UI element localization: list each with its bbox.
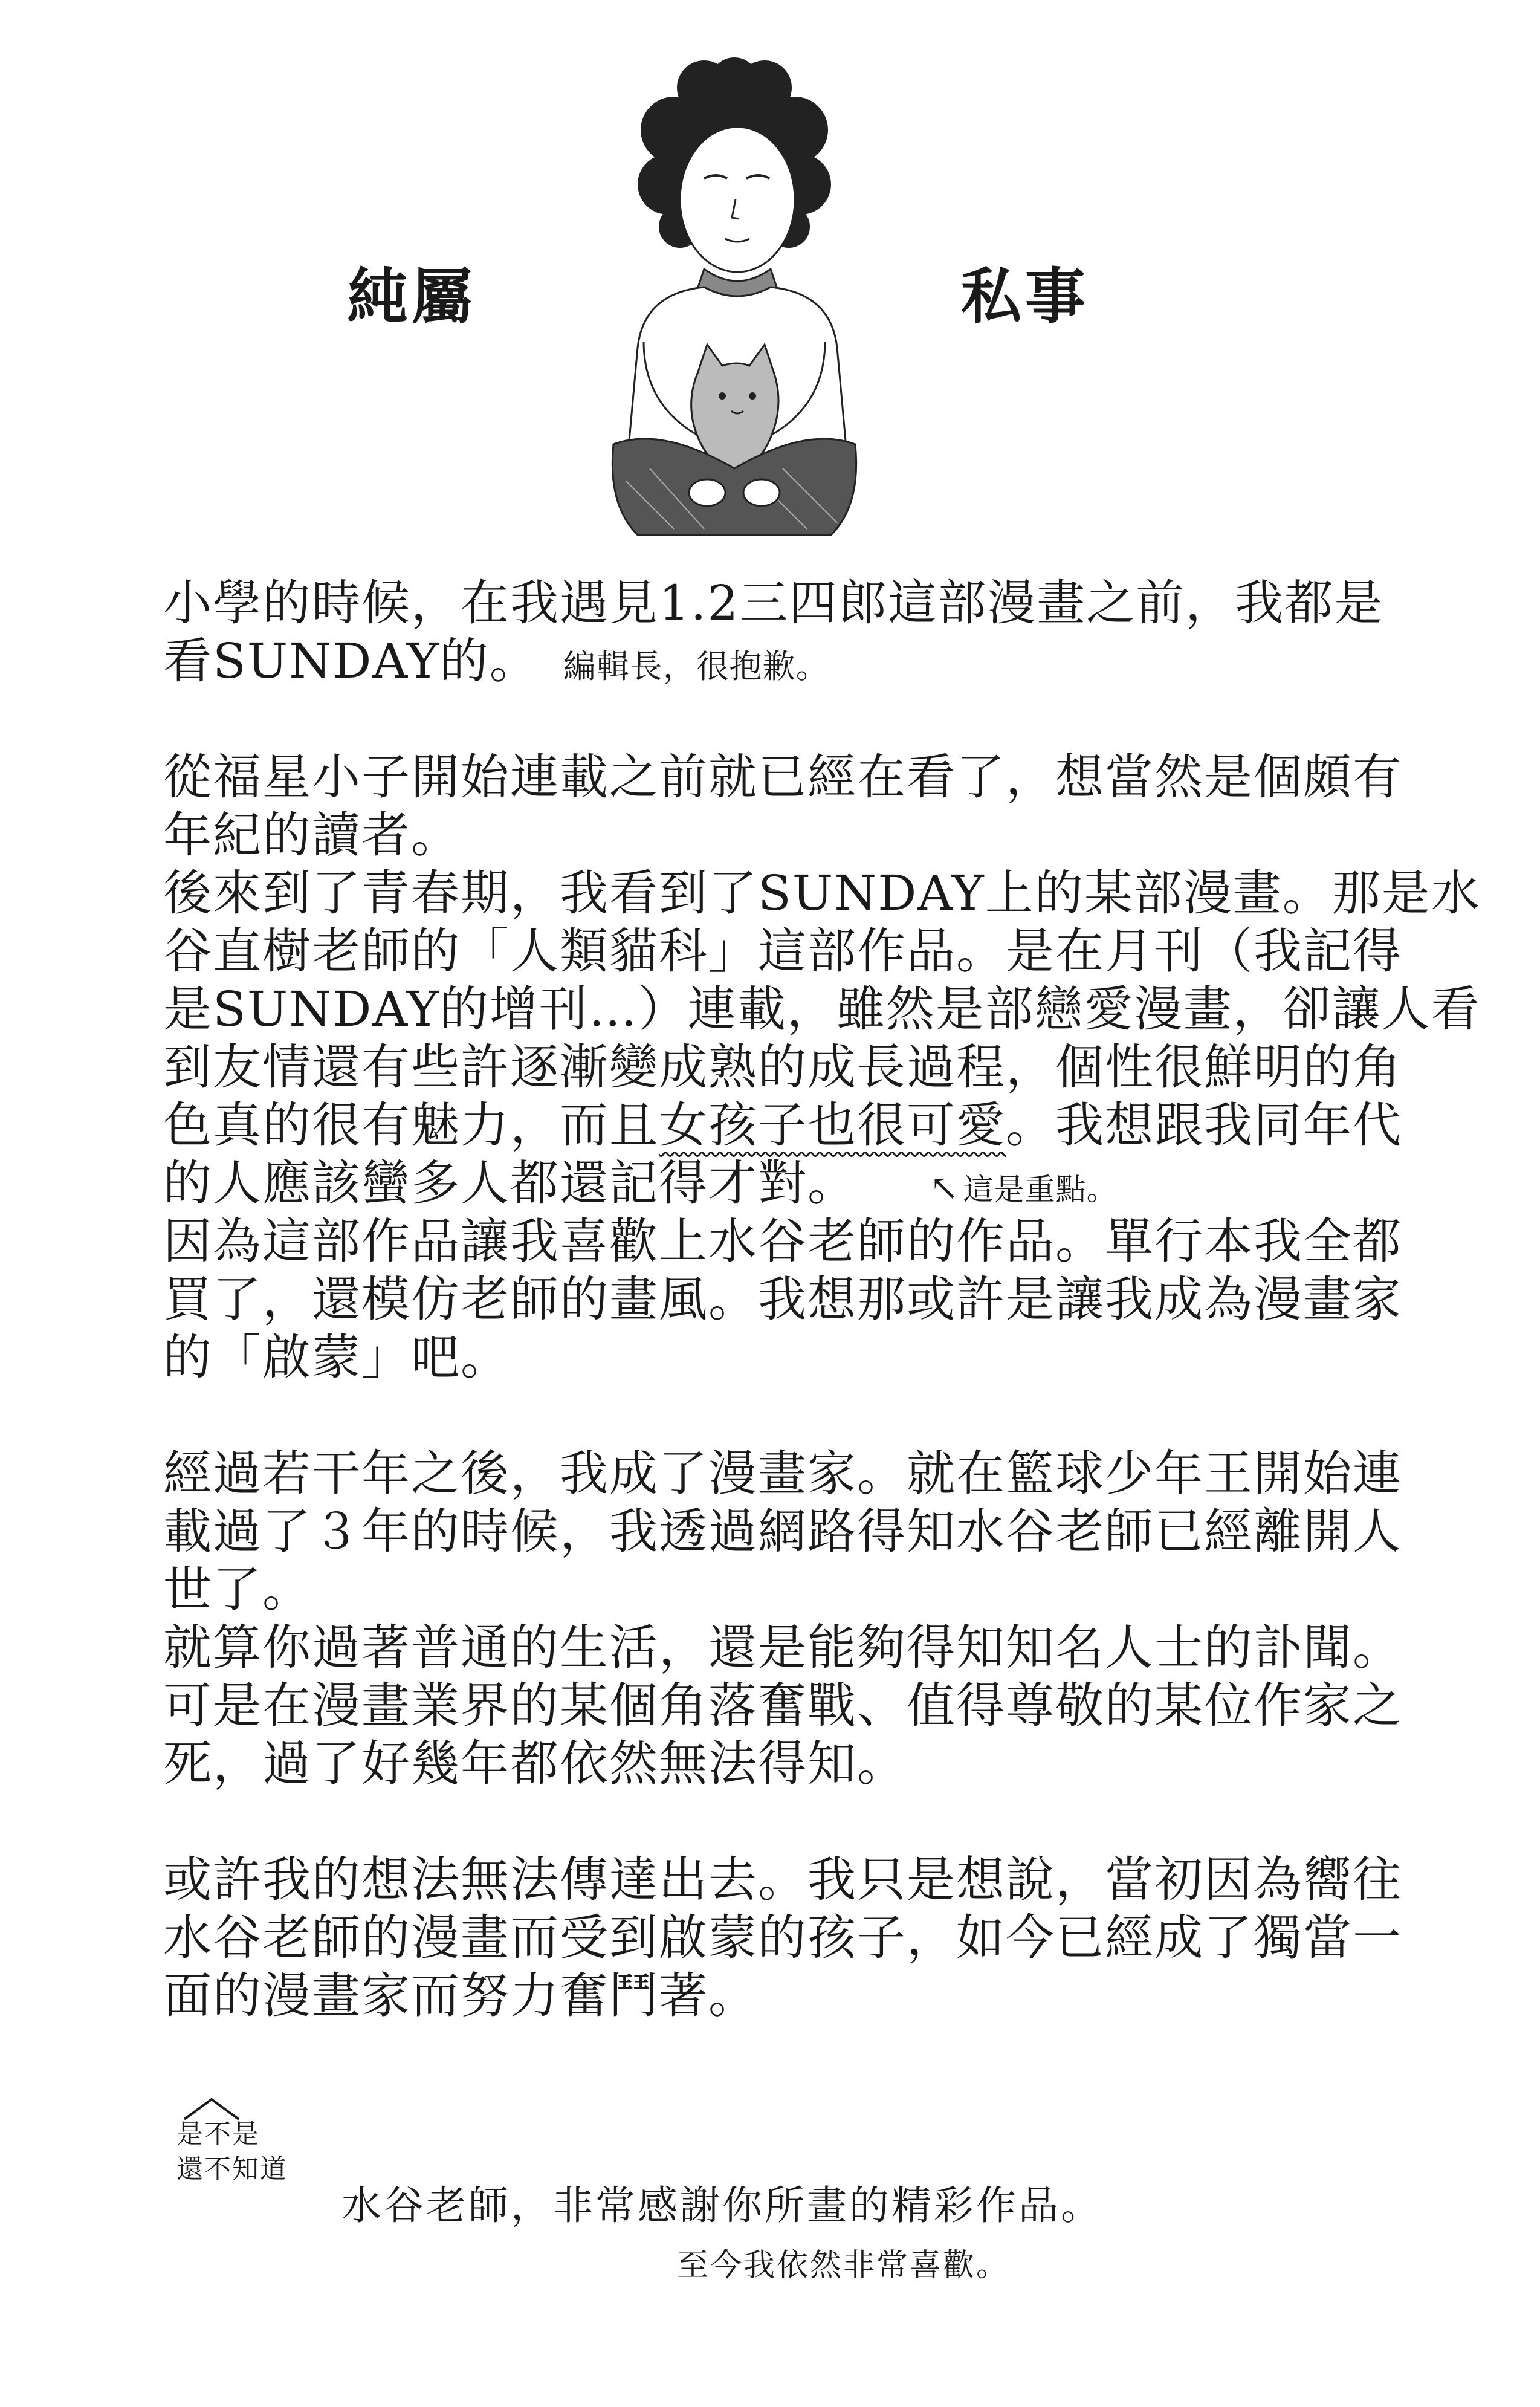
text-line: 是SUNDAY的增刊…）連載，雖然是部戀愛漫畫，卻讓人看 xyxy=(163,981,1481,1037)
text-line: 死，過了好幾年都依然無法得知。 xyxy=(163,1735,907,1792)
emphasized-phrase: 女孩子也很可愛 xyxy=(659,1097,1006,1153)
text-segment: 看SUNDAY的。 xyxy=(163,633,539,689)
key-point-note xyxy=(930,1167,1118,1208)
text-line: 可是在漫畫業界的某個角落奮戰、值得尊敬的某位作家之 xyxy=(163,1677,1402,1734)
margin-note-line: 還不知道 xyxy=(176,2154,288,2185)
text-segment: 的人應該蠻多人都還記得才對。 xyxy=(163,1155,857,1211)
text-line: 世了。 xyxy=(163,1561,312,1618)
text-line: 到友情還有些許逐漸變成熟的成長過程，個性很鮮明的角 xyxy=(163,1039,1402,1095)
title-right: 私事 xyxy=(961,261,1089,332)
text-line: 年紀的讀者。 xyxy=(163,807,461,863)
text-line: 面的漫畫家而努力奮鬥著。 xyxy=(163,1968,758,2024)
key-point-note-text: 這是重點。 xyxy=(963,1172,1118,1207)
text-line: 水谷老師的漫畫而受到啟蒙的孩子，如今已經成了獨當一 xyxy=(163,1910,1402,1966)
editor-apology-aside: 編輯長，很抱歉。 xyxy=(563,647,829,685)
text-line: 谷直樹老師的「人類貓科」這部作品。是在月刊（我記得 xyxy=(163,923,1402,979)
text-line: 買了，還模仿老師的畫風。我想那或許是讓我成為漫畫家 xyxy=(163,1271,1402,1327)
paragraph-gap xyxy=(163,1793,1384,1851)
text-line: 的「啟蒙」吧。 xyxy=(163,1329,510,1385)
text-line: 或許我的想法無法傳達出去。我只是想說，當初因為嚮往 xyxy=(163,1851,1402,1908)
text-line: 小學的時候，在我遇見1.2三四郎這部漫畫之前，我都是 xyxy=(163,575,1384,631)
closing-still-love: 至今我依然非常喜歡。 xyxy=(677,2247,1010,2284)
paragraph-gap xyxy=(163,690,1384,748)
title-left: 純屬 xyxy=(348,261,476,332)
text-segment: 色真的很有魅力，而且 xyxy=(163,1097,659,1153)
text-line: 因為這部作品讓我喜歡上水谷老師的作品。單行本我全都 xyxy=(163,1213,1402,1269)
arrow-up-left-icon: ↖ xyxy=(930,1167,960,1208)
woman-holding-cat-drawing xyxy=(601,57,867,541)
text-line xyxy=(163,1097,1402,1155)
text-line: 就算你過著普通的生活，還是能夠得知知名人士的訃聞。 xyxy=(163,1619,1402,1676)
text-line: 後來到了青春期，我看到了SUNDAY上的某部漫畫。那是水 xyxy=(163,865,1481,921)
margin-note xyxy=(176,2117,288,2187)
closing-thanks: 水谷老師，非常感謝你所畫的精彩作品。 xyxy=(341,2182,1103,2229)
essay-body xyxy=(163,574,1481,2025)
paragraph-gap xyxy=(163,1387,1384,1445)
text-segment: 。我想跟我同年代 xyxy=(1006,1097,1402,1153)
text-line xyxy=(163,1155,1384,1213)
text-line: 從福星小子開始連載之前就已經在看了，想當然是個頗有 xyxy=(163,749,1402,805)
text-line: 經過若干年之後，我成了漫畫家。就在籃球少年王開始連 xyxy=(163,1445,1402,1502)
text-line: 載過了３年的時候，我透過網路得知水谷老師已經離開人 xyxy=(163,1503,1402,1560)
margin-note-line: 是不是 xyxy=(176,2119,260,2149)
text-line xyxy=(163,632,1384,690)
